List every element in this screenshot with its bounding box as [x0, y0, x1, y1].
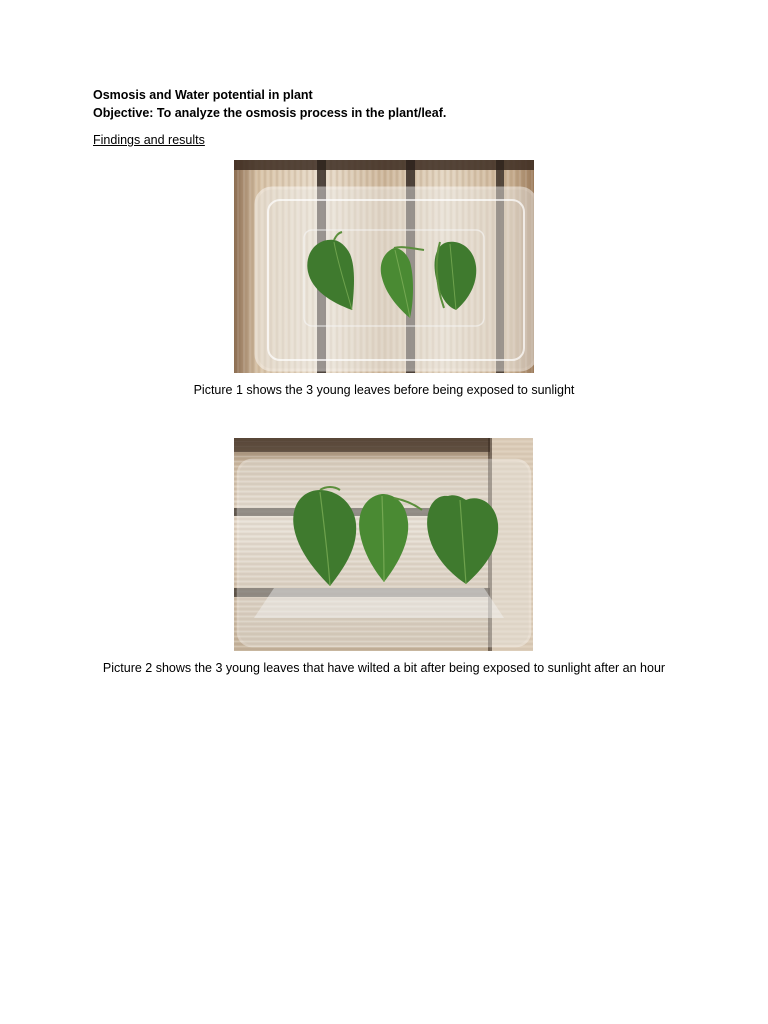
figure-caption-2: Picture 2 shows the 3 young leaves that have wilted a bit after being exposed to sunlight after an hour	[102, 661, 666, 675]
document-objective: Objective: To analyze the osmosis process in the plant/leaf.	[93, 106, 447, 120]
photo-leaves-before-sunlight	[234, 160, 534, 373]
photo-leaves-after-sunlight	[234, 438, 533, 651]
document-title: Osmosis and Water potential in plant	[93, 88, 313, 102]
figure-caption-1: Picture 1 shows the 3 young leaves before being exposed to sunlight	[193, 383, 575, 397]
section-heading-findings: Findings and results	[93, 133, 205, 147]
